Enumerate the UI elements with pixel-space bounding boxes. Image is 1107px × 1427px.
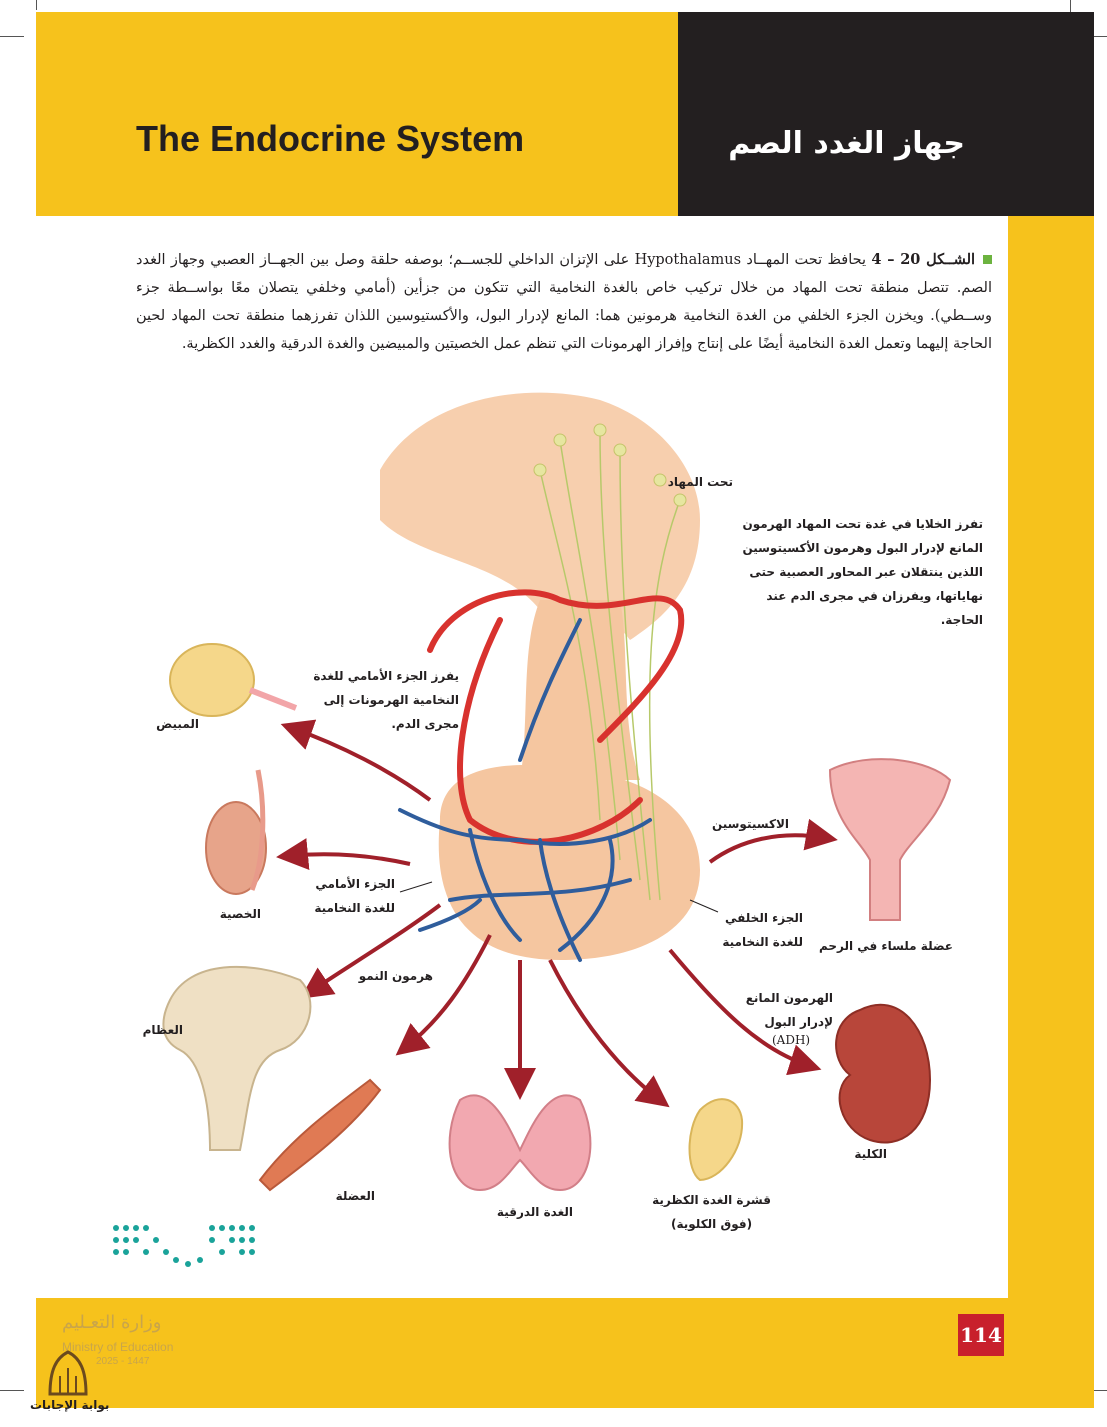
ovary-illustration (170, 644, 254, 716)
label-oxytocin: الاكسيتوسين (711, 817, 789, 831)
label-adh: الهرمون المانع لإدرار البول (745, 991, 833, 1029)
label-hypothalamus-note: تفرز الخلايا في غدة تحت المهاد الهرمون المانع لإدرار البول وهرمون الأكسيتوسين اللذين ينتقلان عبر المحاور العصبية حتى نهاياتها، ويفرزان في مجرى الدم عند الحاجة. (742, 517, 983, 627)
ministry-year: 2025 - 1447 (96, 1356, 150, 1367)
kidney-illustration (836, 1005, 930, 1143)
label-thyroid: الغدة الدرقية (496, 1205, 573, 1219)
adrenal-illustration (690, 1099, 743, 1180)
pituitary-stalk (520, 600, 640, 780)
uterus-illustration (830, 759, 950, 920)
page-number: 114 (958, 1314, 1004, 1356)
page-title-ar: جهاز الغدد الصم (728, 126, 965, 161)
ministry-name-en: Ministry of Education (62, 1340, 174, 1354)
emblem-icon (46, 1350, 90, 1398)
label-anterior-note: يفرز الجزء الأمامي للغدة النخامية الهرمونات إلى مجرى الدم. (313, 669, 459, 731)
ministry-name-ar: وزارة التعـليم (62, 1312, 162, 1333)
bones-illustration (163, 967, 310, 1150)
label-hypothalamus: تحت المهاد (667, 475, 733, 489)
muscle-illustration (260, 1080, 380, 1190)
caption-text: يحافظ تحت المهــاد Hypothalamus على الإتزان الداخلي للجســم؛ بوصفه حلقة وصل بين الجهــاز العصبي وجهاز الغدد الصم. تتصل منطقة تحت المهاد من خلال تركيب خاص بالغدة النخامية التي تتكون من جزأين (أمامي وخلفي يتصلان معًا بواســطة جزء وســطي). ويخزن الجزء الخلفي من الغدة النخامية هرمونين هما: المانع لإدرار البول، والأكستيوسين اللذان تفرزهما منطقة تحت المهاد لحين الحاجة إليهما وتعمل الغدة النخامية أيضًا على إنتاج وإفراز الهرمونات التي تنظم عمل الخصيتين والمبيضين والغدة الدرقية والغدد الكظرية. (136, 252, 992, 352)
label-kidney: الكلية (854, 1147, 887, 1161)
label-growth-hormone: هرمون النمو (358, 969, 433, 983)
label-adrenal: قشرة الغدة الكظرية (فوق الكلوية) (652, 1193, 771, 1231)
label-anterior-pituitary: الجزء الأمامي للغدة النخامية (314, 877, 395, 915)
label-posterior-pituitary: الجزء الخلفي للغدة النخامية (722, 911, 803, 949)
label-adh-abbr: (ADH) (772, 1033, 811, 1047)
figure-label: الشــكل 20 – 4 (871, 251, 976, 268)
footer-bar (36, 1298, 1094, 1408)
label-testis: الخصية (219, 907, 261, 921)
watermark-text: بوابة الإجابات (30, 1398, 110, 1412)
page-title-en: The Endocrine System (136, 118, 525, 159)
label-bones: العظام (142, 1023, 183, 1037)
thyroid-illustration (450, 1095, 591, 1190)
ministry-logo (108, 1220, 258, 1272)
label-muscle: العضلة (335, 1189, 375, 1203)
label-ovary: المبيض (156, 717, 199, 731)
label-uterus-muscle: عضلة ملساء في الرحم (818, 939, 953, 953)
